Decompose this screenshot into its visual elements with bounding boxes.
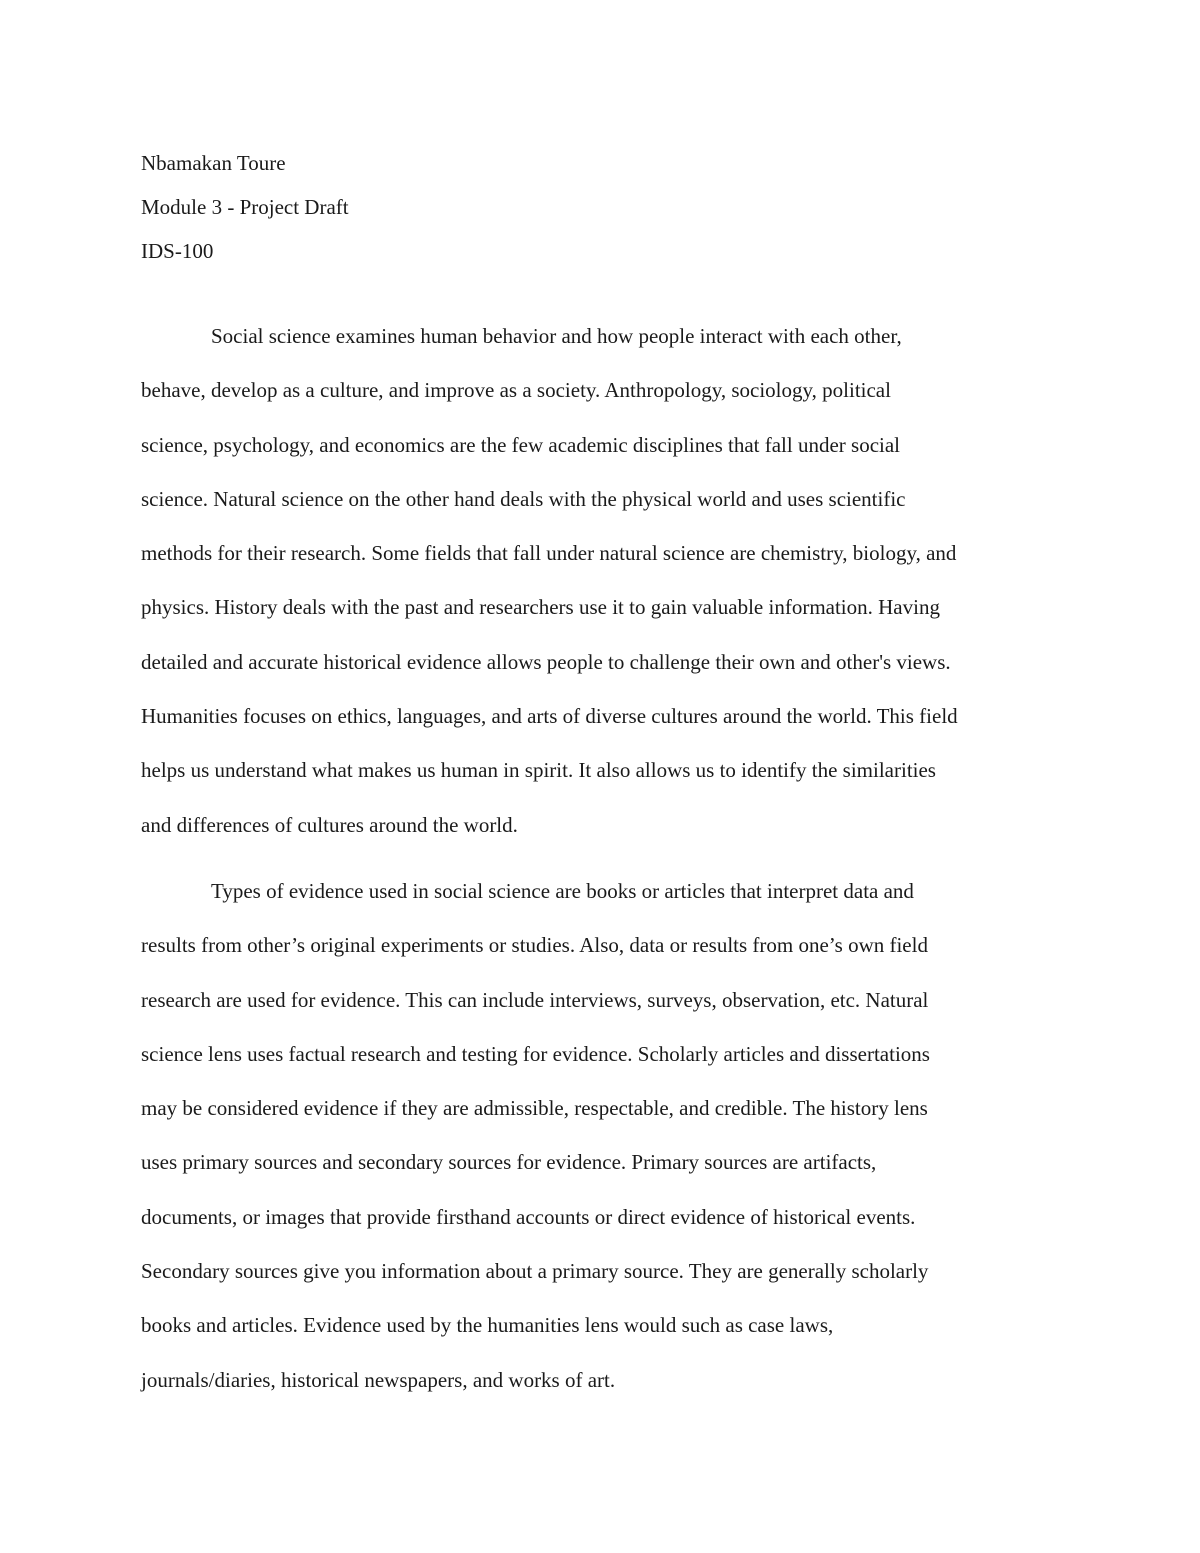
paragraph-line: behave, develop as a culture, and improve as a society. Anthropology, sociology, political	[141, 378, 891, 403]
assignment-title: Module 3 - Project Draft	[141, 195, 349, 219]
paragraph-2	[141, 871, 1061, 1414]
paragraph-line: detailed and accurate historical evidence allows people to challenge their own and other's views.	[141, 649, 951, 674]
author-name: Nbamakan Toure	[141, 151, 286, 175]
paragraph-1	[141, 316, 1061, 859]
course-code: IDS-100	[141, 239, 214, 263]
paragraph-line: results from other’s original experiments or studies. Also, data or results from one’s own field	[141, 933, 928, 958]
paragraph-line: may be considered evidence if they are admissible, respectable, and credible. The history lens	[141, 1096, 928, 1121]
document-header	[141, 141, 349, 273]
paragraph-line: methods for their research. Some fields that fall under natural science are chemistry, biology, and	[141, 541, 957, 566]
paragraph-line: books and articles. Evidence used by the humanities lens would such as case laws,	[141, 1313, 834, 1338]
paragraph-line: Secondary sources give you information about a primary source. They are generally scholarly	[141, 1259, 929, 1284]
paragraph-line: science, psychology, and economics are the few academic disciplines that fall under social	[141, 432, 901, 457]
paragraph-line: documents, or images that provide firsthand accounts or direct evidence of historical events.	[141, 1204, 916, 1229]
paragraph-line: Types of evidence used in social science are books or articles that interpret data and	[211, 878, 914, 903]
paragraph-line: Humanities focuses on ethics, languages, and arts of diverse cultures around the world. This field	[141, 704, 958, 729]
paragraph-line: journals/diaries, historical newspapers, and works of art.	[141, 1367, 616, 1392]
paragraph-line: science lens uses factual research and testing for evidence. Scholarly articles and dissertations	[141, 1041, 930, 1066]
paragraph-line: research are used for evidence. This can include interviews, surveys, observation, etc. Natural	[141, 987, 929, 1012]
paragraph-line: physics. History deals with the past and researchers use it to gain valuable information. Having	[141, 595, 940, 620]
paragraph-line: and differences of cultures around the world.	[141, 812, 518, 837]
document-body	[141, 316, 1061, 1426]
paragraph-line: uses primary sources and secondary sources for evidence. Primary sources are artifacts,	[141, 1150, 877, 1175]
paragraph-line: science. Natural science on the other hand deals with the physical world and uses scientific	[141, 486, 906, 511]
paragraph-line: helps us understand what makes us human in spirit. It also allows us to identify the similarities	[141, 758, 936, 783]
paragraph-line: Social science examines human behavior and how people interact with each other,	[211, 324, 902, 348]
